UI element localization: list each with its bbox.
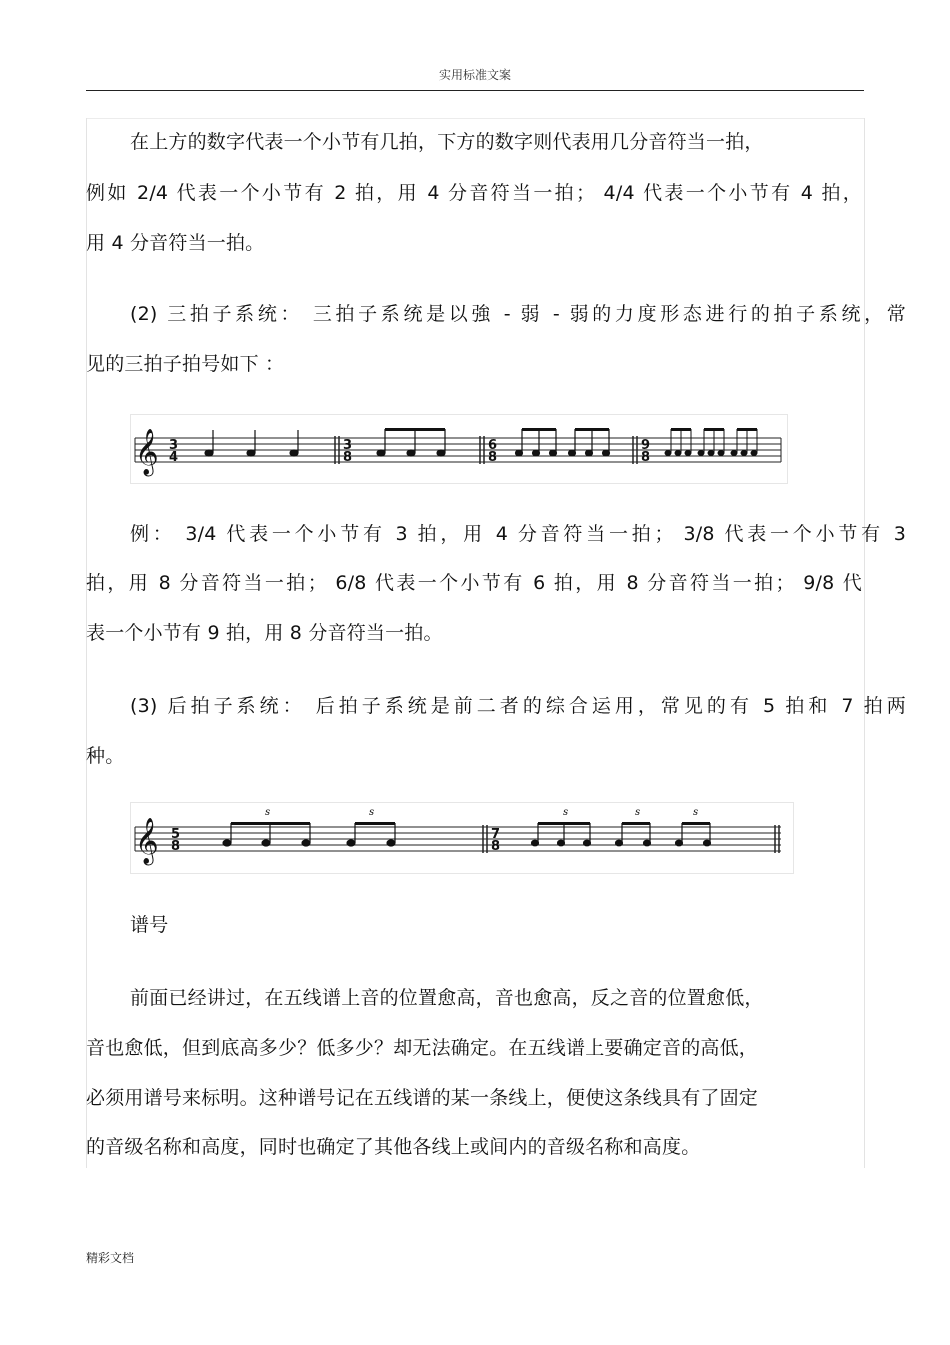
paragraph-4-line-2: 种。	[86, 745, 125, 767]
triple-meter-score	[130, 414, 788, 484]
accent-mark: s	[265, 807, 271, 818]
treble-clef-icon: 𝄞	[135, 429, 159, 475]
paragraph-5-line-1: 前面已经讲过，在五线谱上音的位置愈高，音也愈高，反之音的位置愈低，	[130, 987, 764, 1009]
paragraph-5-line-4: 的音级名称和高度，同时也确定了其他各线上或间内的音级名称和高度。	[86, 1136, 701, 1158]
eighth-notes-6-8	[516, 428, 610, 456]
eighth-notes-3-8	[377, 428, 445, 456]
paragraph-5-line-2: 音也愈低，但到底高多少？低多少？却无法确定。在五线谱上要确定音的高低，	[86, 1037, 759, 1059]
accent-mark: s	[635, 807, 641, 818]
paragraph-2-line-1: (2) 三拍子系统： 三拍子系统是以強 - 弱 - 弱的力度形态进行的拍子系统，常	[130, 303, 906, 325]
time-sig-1-bottom: 4	[169, 450, 179, 465]
compound-meter-staff	[131, 803, 793, 873]
time-sig-4-top: 9	[641, 438, 651, 453]
time-sig-2-bottom: 8	[343, 450, 353, 465]
triple-meter-staff	[131, 415, 787, 483]
paragraph-1-line-3: 用 4 分音符当一拍。	[86, 232, 265, 254]
paragraph-3-line-1: 例： 3/4 代表一个小节有 3 拍，用 4 分音符当一拍； 3/8 代表一个小节有 3	[130, 523, 906, 545]
time-sig-3-bottom: 8	[488, 450, 498, 465]
time-sig-3-top: 6	[488, 438, 498, 453]
frame-top	[86, 118, 864, 119]
accent-mark: s	[693, 807, 699, 818]
time-sig-1-top: 3	[169, 438, 179, 453]
paragraph-5-line-3: 必须用谱号来标明。这种谱号记在五线谱的某一条线上，便使这条线具有了固定	[86, 1087, 759, 1109]
time-sig-2-top: 3	[343, 438, 353, 453]
time-sig-7-top: 7	[491, 827, 501, 842]
compound-meter-score	[130, 802, 794, 874]
time-sig-5-top: 5	[171, 827, 181, 842]
time-sig-7-bottom: 8	[491, 839, 501, 854]
paragraph-1-line-1: 在上方的数字代表一个小节有几拍，下方的数字则代表用几分音符当一拍，	[130, 131, 764, 153]
paragraph-4-line-1: (3) 后拍子系统： 后拍子系统是前二者的综合运用，常见的有 5 拍和 7 拍两	[130, 695, 906, 717]
eighth-notes-7-8	[532, 822, 711, 846]
time-sig-5-bottom: 8	[171, 839, 181, 854]
quarter-notes	[205, 430, 298, 456]
header-rule	[86, 90, 864, 91]
paragraph-3-line-3: 表一个小节有 9 拍，用 8 分音符当一拍。	[86, 622, 443, 644]
paragraph-1-line-2: 例如 2/4 代表一个小节有 2 拍，用 4 分音符当一拍； 4/4 代表一个小节有 4 拍，	[86, 182, 862, 204]
eighth-notes-5-8	[223, 822, 395, 846]
eighth-notes-9-8	[665, 428, 757, 456]
treble-clef-icon: 𝄞	[135, 818, 159, 864]
page-header: 实用标准文案	[438, 68, 511, 82]
section-heading: 谱号	[130, 914, 169, 936]
paragraph-3-line-2: 拍，用 8 分音符当一拍； 6/8 代表一个小节有 6 拍，用 8 分音符当一拍； 9/8 代	[86, 572, 862, 594]
page-footer: 精彩文档	[86, 1251, 135, 1265]
time-sig-4-bottom: 8	[641, 450, 651, 465]
accent-mark: s	[563, 807, 569, 818]
accent-mark: s	[369, 807, 375, 818]
paragraph-2-line-2: 见的三拍子拍号如下 ：	[86, 353, 285, 375]
